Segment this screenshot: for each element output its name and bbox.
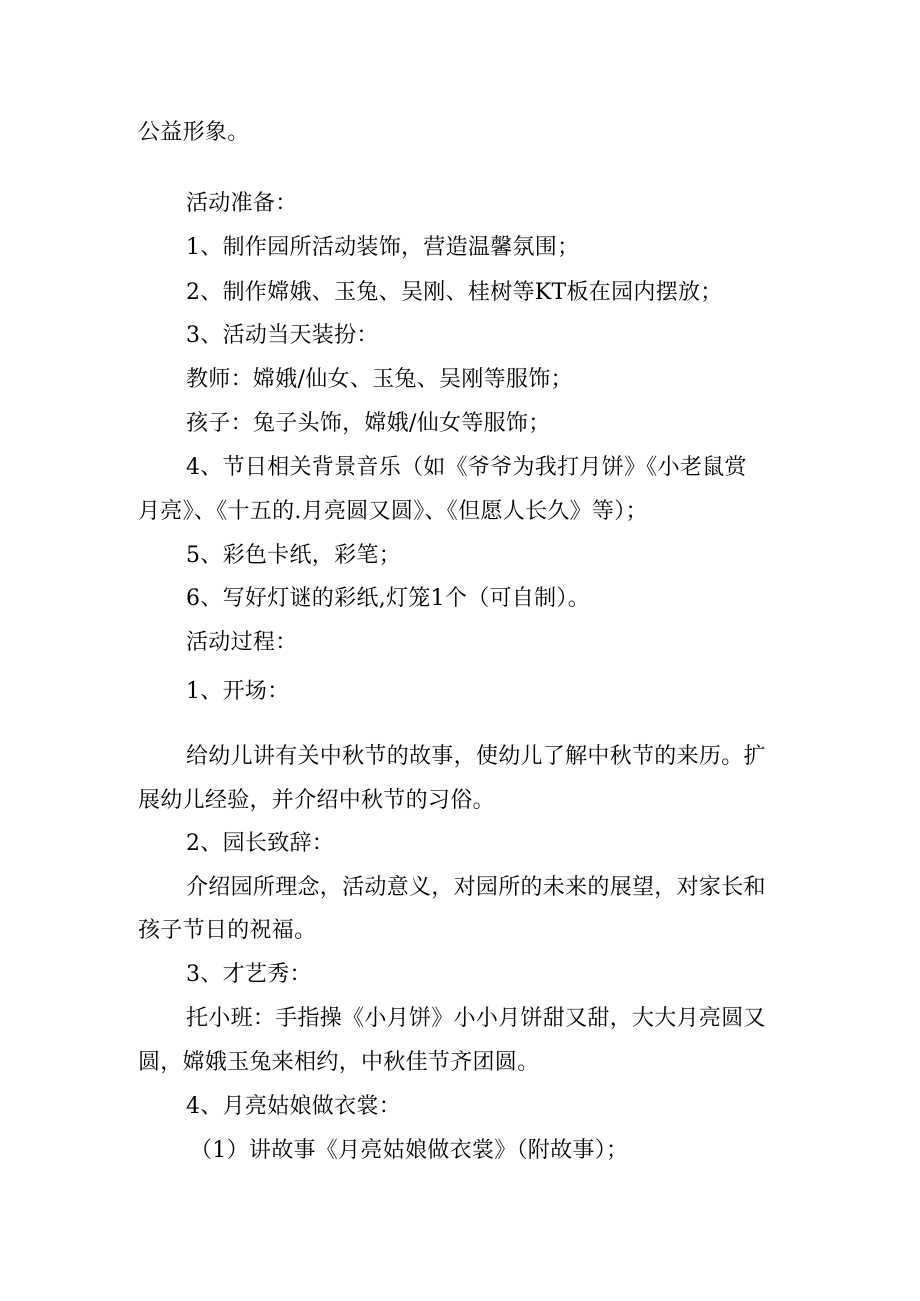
prep-item-4-cont: 月亮》、《十五的.月亮圆又圆》、《但愿人长久》等）； <box>138 499 648 524</box>
heading-process: 活动过程： <box>186 630 298 655</box>
prep-item-3: 3、活动当天装扮： <box>186 323 379 348</box>
process-step-3-text-cont: 圆，嫦娥玉兔来相约，中秋佳节齐团圆。 <box>138 1050 540 1075</box>
prep-item-6: 6、写好灯谜的彩纸,灯笼1个（可自制）。 <box>186 586 590 611</box>
prep-item-4: 4、节日相关背景音乐（如《爷爷为我打月饼》《小老鼠赏 <box>186 455 747 480</box>
process-step-1: 1、开场： <box>186 679 290 704</box>
process-step-2-text-cont: 孩子节日的祝福。 <box>138 918 317 943</box>
process-step-1-text: 给幼儿讲有关中秋节的故事，使幼儿了解中秋节的来历。扩 <box>186 744 766 769</box>
process-step-3-text: 托小班：手指操《小月饼》小小月饼甜又甜，大大月亮圆又 <box>186 1006 766 1031</box>
text-line-closing: 公益形象。 <box>138 120 250 145</box>
process-step-4: 4、月亮姑娘做衣裳： <box>186 1094 401 1119</box>
prep-item-5: 5、彩色卡纸，彩笔； <box>186 543 401 568</box>
prep-item-1: 1、制作园所活动装饰，营造温馨氛围； <box>186 235 580 260</box>
process-step-3: 3、才艺秀： <box>186 962 312 987</box>
process-step-2-text: 介绍园所理念，活动意义，对园所的未来的展望，对家长和 <box>186 875 766 900</box>
prep-item-2: 2、制作嫦娥、玉兔、吴刚、桂树等KT板在园内摆放； <box>186 280 723 305</box>
prep-item-3-children: 孩子：兔子头饰，嫦娥/仙女等服饰； <box>186 411 551 436</box>
heading-preparation: 活动准备： <box>186 191 298 216</box>
process-step-2: 2、园长致辞： <box>186 831 335 856</box>
process-step-1-text-cont: 展幼儿经验，并介绍中秋节的习俗。 <box>138 788 495 813</box>
process-step-4-sub-1: （1）讲故事《月亮姑娘做衣裳》（附故事）； <box>190 1138 629 1163</box>
prep-item-3-teacher: 教师：嫦娥/仙女、玉兔、吴刚等服饰； <box>186 367 573 392</box>
